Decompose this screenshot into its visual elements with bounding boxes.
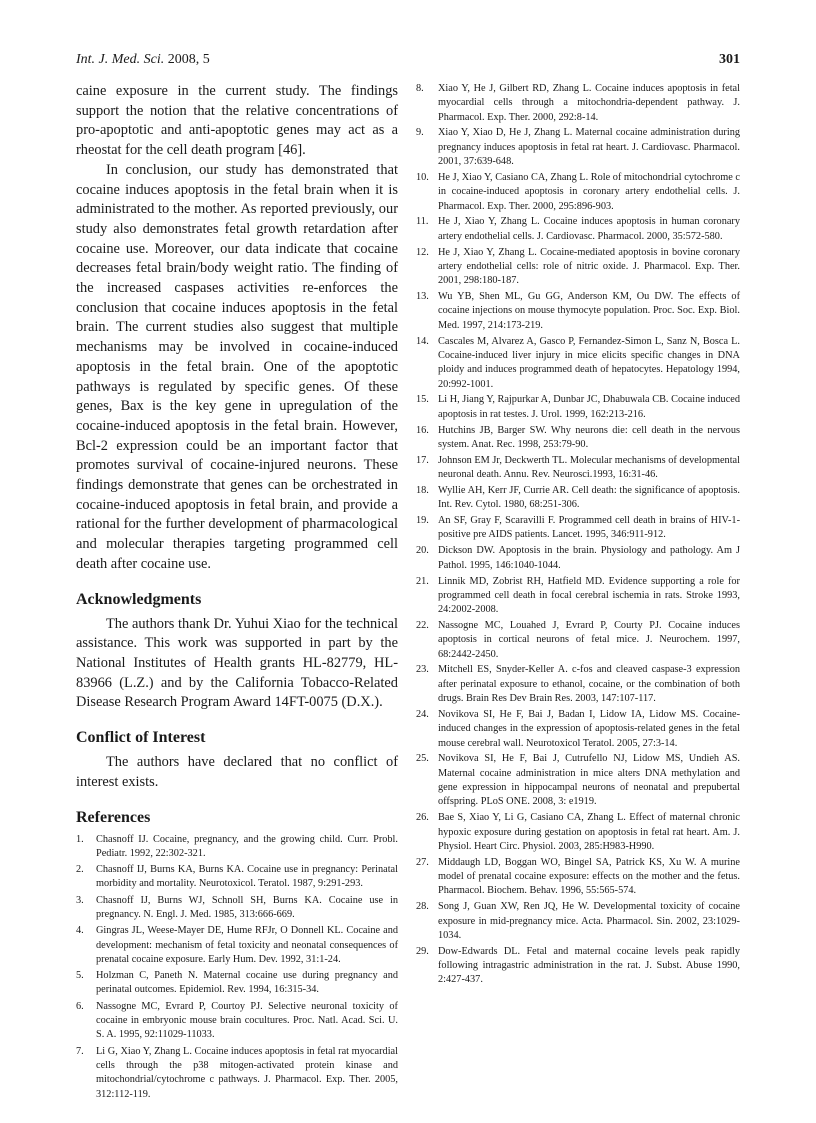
reference-text: Johnson EM Jr, Deckwerth TL. Molecular mechanisms of developmental neuronal death. Annu. Rev. Neurosci.1993, 16:31-46.: [438, 454, 740, 481]
conclusion-paragraph: In conclusion, our study has demonstrated that cocaine induces apoptosis in the fetal brain when it is administrated to the mother. As reported previously, our study also demonstrates fetal growth retardation after cocaine use. Moreover, our data indicate that cocaine decreases fetal brain/body weight ratio. The finding of the increased caspases activities re-enforces the conclusion that cocaine induces apoptosis in the fetal brain. The current studies also suggest that multiple mechanisms may be involved in cocaine-induced apoptosis in the fetal brain. One of the apoptotic pathways is regulated by specific genes. Of these genes, Bax is the key gene in upregulation of the cocaine-induced apoptosis in the fetal brain. However, Bcl-2 expression could be an important factor that promotes survival of cocaine-injured neurons. These findings demonstrate that genes can be orchestrated in cocaine-induced apoptosis in fetal brain, and provide a rational for the further development of pharmacological and molecular therapies targeting programmed cell death after cocaine use.: [76, 161, 398, 572]
journal-name: Int. J. Med. Sci.: [76, 52, 165, 67]
reference-item: [416, 752, 740, 809]
reference-item: [416, 82, 740, 125]
reference-number: 15.: [416, 394, 429, 406]
reference-number: 3.: [76, 894, 84, 906]
reference-number: 4.: [76, 925, 84, 937]
reference-item: [416, 811, 740, 854]
reference-item: [76, 863, 398, 892]
reference-text: Middaugh LD, Boggan WO, Bingel SA, Patrick KS, Xu W. A murine model of prenatal cocaine exposure: effects on the mother and the fetus. Pharmacol. Biochem. Behav. 1996, 55:565-574.: [438, 856, 740, 897]
reference-item: [416, 424, 740, 453]
reference-text: Song J, Guan XW, Ren JQ, He W. Developmental toxicity of cocaine exposure in mid-pregnancy mice. Acta. Pharmacol. Sin. 2002, 23:1029-1034.: [438, 901, 740, 941]
reference-number: 22.: [416, 620, 429, 631]
reference-number: 10.: [416, 171, 429, 183]
reference-number: 14.: [416, 335, 429, 347]
reference-number: 13.: [416, 291, 429, 303]
reference-text: Nassogne MC, Louahed J, Evrard P, Courty PJ. Cocaine induces apoptosis in cortical neurons of fetal mice. J. Neurochem. 1997, 68:2442-2450.: [438, 620, 740, 660]
reference-item: [416, 663, 740, 706]
reference-item: [416, 290, 740, 333]
reference-text: Wu YB, Shen ML, Gu GG, Anderson KM, Ou DW. The effects of cocaine injections on mouse thymocyte population. Proc. Soc. Exp. Biol. Med. 1997, 214:173-219.: [438, 291, 740, 331]
reference-text: Mitchell ES, Snyder-Keller A. c-fos and cleaved caspase-3 expression after perinatal exposure to ethanol, cocaine, or the combination of both drugs. Brain Res Dev Brain Res. 2003, 147:107-117.: [438, 664, 740, 705]
journal-citation: [76, 52, 210, 68]
reference-text: He J, Xiao Y, Zhang L. Cocaine-mediated apoptosis in bovine coronary artery endothelial cells: role of nitric oxide. J. Pharmacol. Exp. Ther. 2001, 298:180-187.: [438, 246, 740, 287]
reference-item: [416, 215, 740, 244]
reference-number: 17.: [416, 454, 429, 466]
reference-item: [76, 969, 398, 998]
reference-number: 24.: [416, 708, 429, 720]
reference-number: 8.: [416, 83, 424, 94]
reference-item: [76, 833, 398, 862]
reference-text: Chasnoff IJ, Burns WJ, Schnoll SH, Burns KA. Cocaine use in pregnancy. N. Engl. J. Med. 1985, 313:666-669.: [96, 894, 398, 920]
reference-list-left: [76, 833, 398, 1102]
reference-item: [416, 454, 740, 483]
reference-text: Hutchins JB, Barger SW. Why neurons die: cell death in the nervous system. Anat. Rec. 1998, 253:79-90.: [438, 424, 740, 450]
reference-item: [416, 335, 740, 392]
reference-item: [416, 393, 740, 422]
reference-text: An SF, Gray F, Scaravilli F. Programmed cell death in brains of HIV-1-positive pre AIDS patients. Lancet. 1995, 346:911-912.: [438, 515, 740, 541]
reference-item: [416, 945, 740, 988]
reference-item: [416, 484, 740, 513]
reference-text: Nassogne MC, Evrard P, Courtoy PJ. Selective neuronal toxicity of cocaine in embryonic mouse brain cocultures. Proc. Natl. Acad. Sci. U. S. A. 1995, 92:11029-11033.: [96, 1000, 398, 1041]
reference-text: Holzman C, Paneth N. Maternal cocaine use during pregnancy and perinatal outcomes. Epidemiol. Rev. 1994, 16:315-34.: [96, 970, 398, 996]
reference-item: [76, 1000, 398, 1043]
reference-item: [416, 514, 740, 543]
reference-number: 25.: [416, 753, 429, 765]
reference-item: [416, 856, 740, 899]
reference-item: [416, 575, 740, 618]
right-column: [416, 82, 740, 989]
reference-number: 27.: [416, 856, 429, 868]
reference-text: Gingras JL, Weese-Mayer DE, Hume RFJr, O Donnell KL. Cocaine and development: mechanism of fetal toxicity and neonatal consequences of prenatal cocaine exposure. Early Hum. Dev. 1992, 31:1-24.: [96, 925, 398, 965]
reference-number: 23.: [416, 664, 429, 676]
page-header: [76, 52, 740, 72]
reference-text: Xiao Y, Xiao D, He J, Zhang L. Maternal cocaine administration during pregnancy induces apoptosis in fetal rat heart. J. Cardiovasc. Pharmacol. 2001, 37:639-648.: [438, 127, 740, 168]
reference-number: 28.: [416, 901, 429, 913]
reference-item: [416, 619, 740, 662]
reference-text: He J, Xiao Y, Zhang L. Cocaine induces apoptosis in human coronary artery endothelial cells. J. Cardiovasc. Pharmacol. 2000, 35:572-580.: [438, 216, 740, 242]
reference-text: He J, Xiao Y, Casiano CA, Zhang L. Role of mitochondrial cytochrome c in cocaine-induced apoptosis in coronary artery endothelial cells. J. Pharmacol. Exp. Ther. 2000, 295:896-903.: [438, 171, 740, 212]
reference-item: [76, 924, 398, 967]
reference-item: [416, 544, 740, 573]
reference-text: Linnik MD, Zobrist RH, Hatfield MD. Evidence supporting a role for programmed cell death in focal cerebral ischemia in rats. Stroke 1993, 24:2002-2008.: [438, 575, 740, 616]
body-paragraph: caine exposure in the current study. The findings support the notion that the relative concentrations of pro-apoptotic and anti-apoptotic genes may act as a rheostat for the cell death program [46].: [76, 83, 398, 159]
reference-number: 21.: [416, 575, 429, 587]
reference-number: 18.: [416, 484, 429, 496]
reference-text: Chasnoff IJ. Cocaine, pregnancy, and the growing child. Curr. Probl. Pediatr. 1992, 22:302-321.: [96, 833, 398, 859]
reference-text: Li H, Jiang Y, Rajpurkar A, Dunbar JC, Dhabuwala CB. Cocaine induced apoptosis in rat testes. J. Urol. 1999, 162:213-216.: [438, 394, 740, 420]
reference-item: [416, 246, 740, 289]
reference-item: [416, 126, 740, 169]
acknowledgments-heading: Acknowledgments: [76, 590, 202, 608]
reference-number: 16.: [416, 424, 429, 436]
reference-text: Novikova SI, He F, Bai J, Cutrufello NJ, Lidow MS, Undieh AS. Maternal cocaine administration in mice alters DNA methylation and gene expression in hippocampal neurons of neonatal and prepubertal offspring. PLoS ONE. 2008, 3: e1919.: [438, 753, 740, 808]
reference-text: Chasnoff IJ, Burns KA, Burns KA. Cocaine use in pregnancy: Perinatal morbidity and mortality. Neurotoxicol. Teratol. 1987, 9:291-293.: [96, 864, 398, 890]
reference-text: Dickson DW. Apoptosis in the brain. Physiology and pathology. Am J Pathol. 1995, 146:1040-1044.: [438, 545, 740, 571]
reference-text: Wyllie AH, Kerr JF, Currie AR. Cell death: the significance of apoptosis. Int. Rev. Cytol. 1980, 68:251-306.: [438, 484, 740, 511]
reference-number: 6.: [76, 1000, 84, 1012]
reference-text: Xiao Y, He J, Gilbert RD, Zhang L. Cocaine induces apoptosis in fetal myocardial cells through a mitochondria-dependent pathway. J. Pharmacol. Exp. Ther. 2000, 292:8-14.: [438, 83, 740, 123]
reference-text: Bae S, Xiao Y, Li G, Casiano CA, Zhang L. Effect of maternal chronic hypoxic exposure during gestation on apoptosis in fetal rat heart. Am. J. Physiol. Heart Circ. Physiol. 2003, 285:H983-H990.: [438, 812, 740, 852]
journal-year-volume: 2008, 5: [167, 52, 210, 67]
reference-item: [76, 1045, 398, 1102]
reference-number: 26.: [416, 812, 429, 824]
reference-number: 19.: [416, 515, 429, 527]
references-heading: References: [76, 808, 151, 826]
left-column: [76, 82, 398, 1104]
reference-text: Dow-Edwards DL. Fetal and maternal cocaine levels peak rapidly following intragastric administration in the rat. J. Subst. Abuse 1990, 2:427-437.: [438, 945, 740, 986]
reference-number: 1.: [76, 833, 84, 845]
reference-list-right: [416, 82, 740, 988]
reference-number: 2.: [76, 864, 84, 876]
reference-number: 7.: [76, 1045, 84, 1057]
reference-item: [76, 894, 398, 923]
reference-text: Cascales M, Alvarez A, Gasco P, Fernandez-Simon L, Sanz N, Bosca L. Cocaine-induced liver injury in mice elicits specific changes in DNA ploidy and induces programmed death of hepatocytes. Hepatology 1994, 20:992-1001.: [438, 335, 740, 390]
reference-item: [416, 708, 740, 751]
reference-item: [416, 171, 740, 214]
reference-text: Li G, Xiao Y, Zhang L. Cocaine induces apoptosis in fetal rat myocardial cells through the p38 mitogen-activated protein kinase and mitochondrial/cytochrome c pathways. J. Pharmacol. Exp. Ther. 2005, 312:112-119.: [96, 1045, 398, 1100]
acknowledgments-text: The authors thank Dr. Yuhui Xiao for the technical assistance. This work was supported in part by the National Institutes of Health grants HL-82779, HL-83966 (L.Z.) and by the California Tobacco-Related Disease Research Program Award 14FT-0075 (D.X.).: [76, 615, 398, 711]
page-number: 301: [719, 52, 740, 67]
reference-number: 5.: [76, 970, 84, 982]
reference-number: 12.: [416, 246, 429, 258]
conflict-heading: Conflict of Interest: [76, 729, 206, 747]
conflict-text: The authors have declared that no conflict of interest exists.: [76, 754, 398, 790]
reference-number: 20.: [416, 545, 429, 557]
reference-number: 29.: [416, 945, 429, 957]
reference-number: 11.: [416, 216, 429, 228]
reference-number: 9.: [416, 127, 424, 139]
reference-item: [416, 900, 740, 943]
reference-text: Novikova SI, He F, Bai J, Badan I, Lidow IA, Lidow MS. Cocaine-induced changes in the expression of apoptosis-related genes in the fetal mouse cerebral wall. Neurotoxicol Teratol. 2005, 27:3-14.: [438, 708, 740, 749]
